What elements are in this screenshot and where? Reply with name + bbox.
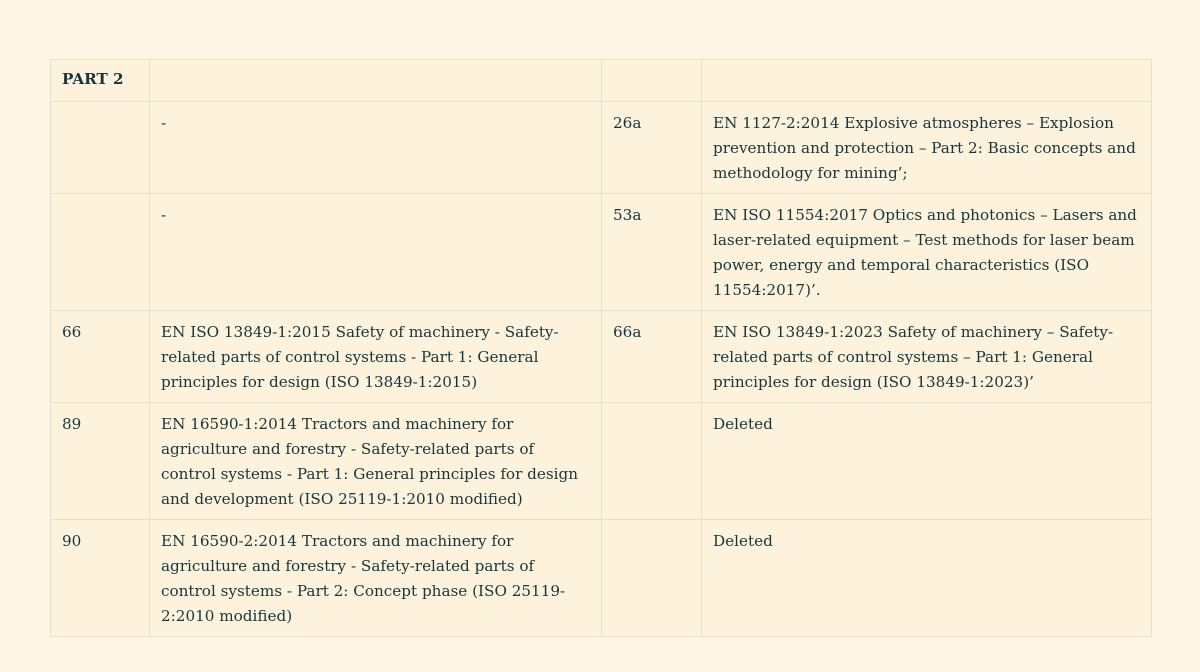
old-entry-number <box>51 194 150 311</box>
table-row <box>51 102 1152 194</box>
old-entry-number <box>51 102 150 194</box>
table-row <box>51 194 1152 311</box>
part-label: PART 2 <box>51 60 150 102</box>
old-standard-reference: EN 16590-1:2014 Tractors and machinery for agriculture and forestry - Safety-related parts of control systems - Part 1: General principles for design and development (ISO 25119-1:2010 modified) <box>150 403 602 520</box>
old-entry-number: 89 <box>51 403 150 520</box>
header-cell-empty <box>602 60 702 102</box>
table-row <box>51 403 1152 520</box>
table-row <box>51 520 1152 637</box>
new-standard-reference: Deleted <box>702 520 1152 637</box>
new-standard-reference: EN 1127-2:2014 Explosive atmospheres – Explosion prevention and protection – Part 2: Basic concepts and methodology for mining’; <box>702 102 1152 194</box>
header-cell-empty <box>150 60 602 102</box>
old-standard-reference: - <box>150 102 602 194</box>
new-entry-number <box>602 403 702 520</box>
document-table-container <box>50 59 1151 637</box>
standards-table <box>50 59 1152 637</box>
table-row <box>51 311 1152 403</box>
new-entry-number: 53a <box>602 194 702 311</box>
new-entry-number: 66a <box>602 311 702 403</box>
old-entry-number: 90 <box>51 520 150 637</box>
old-standard-reference: EN 16590-2:2014 Tractors and machinery for agriculture and forestry - Safety-related parts of control systems - Part 2: Concept phase (ISO 25119-2:2010 modified) <box>150 520 602 637</box>
new-entry-number: 26a <box>602 102 702 194</box>
table-header-row <box>51 60 1152 102</box>
new-standard-reference: EN ISO 13849-1:2023 Safety of machinery – Safety-related parts of control systems – Part 1: General principles for design (ISO 13849-1:2023)’ <box>702 311 1152 403</box>
new-standard-reference: Deleted <box>702 403 1152 520</box>
old-standard-reference: EN ISO 13849-1:2015 Safety of machinery - Safety-related parts of control systems - Part 1: General principles for design (ISO 13849-1:2015) <box>150 311 602 403</box>
old-standard-reference: - <box>150 194 602 311</box>
new-entry-number <box>602 520 702 637</box>
new-standard-reference: EN ISO 11554:2017 Optics and photonics – Lasers and laser-related equipment – Test methods for laser beam power, energy and temporal characteristics (ISO 11554:2017)’. <box>702 194 1152 311</box>
old-entry-number: 66 <box>51 311 150 403</box>
header-cell-empty <box>702 60 1152 102</box>
